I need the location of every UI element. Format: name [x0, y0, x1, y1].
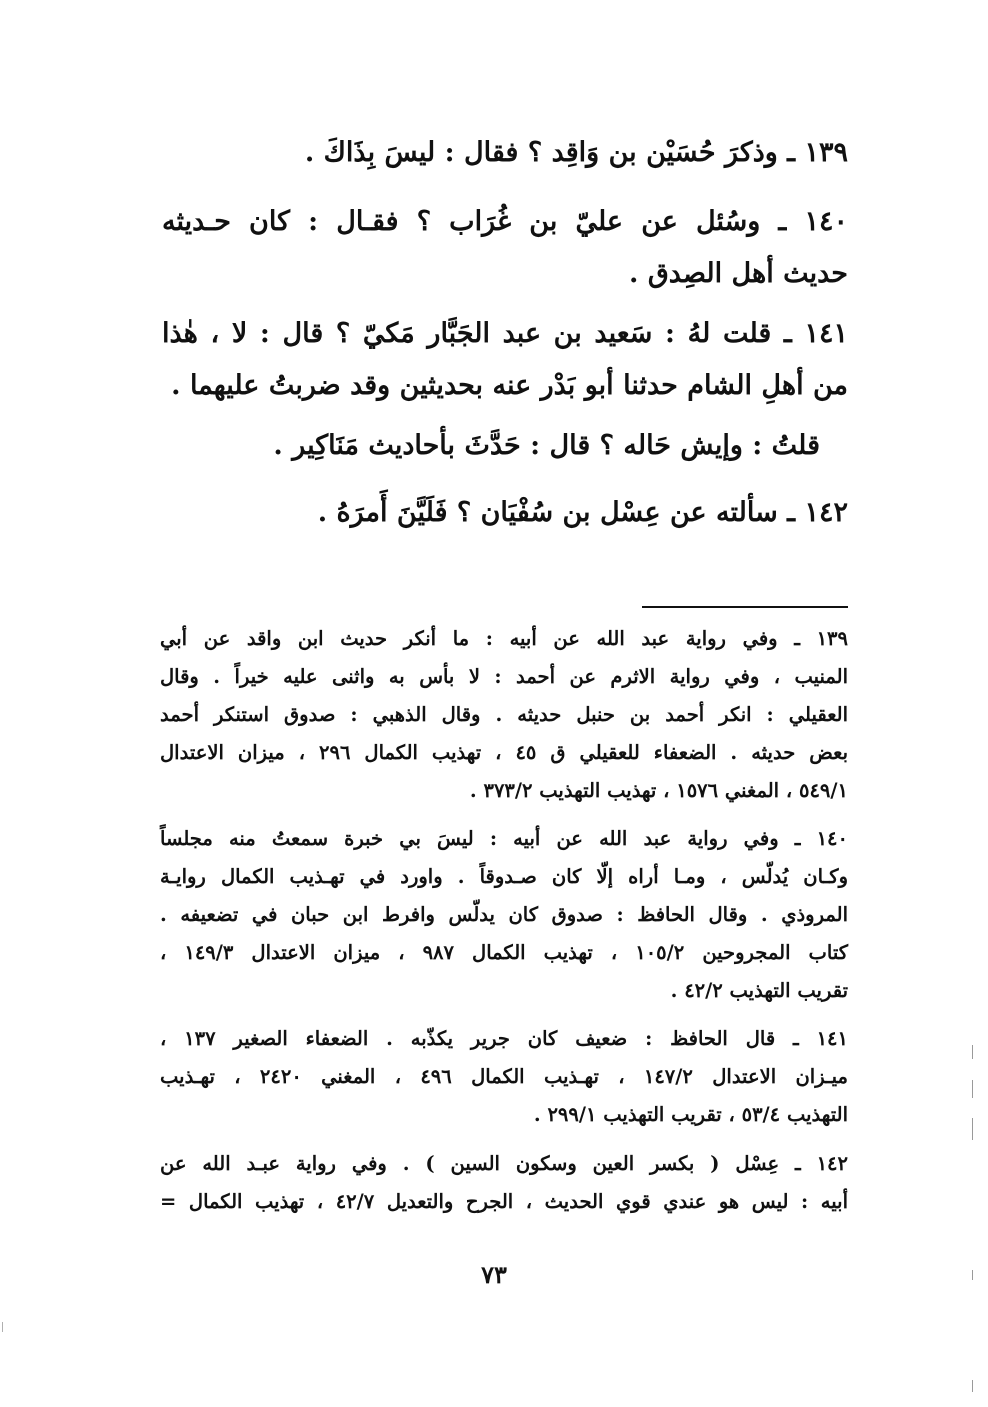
footnote-140-line-4: كتاب المجروحين ١٠٥/٢ ، تهذيب الكمال ٩٨٧ ، ميزان الاعتدال ١٤٩/٣ ،	[160, 941, 849, 964]
entry-141-line-1: ١٤١ ـ قلت لهُ : سَعيد بن عبد الجَبَّار مَكيّ ؟ قال : لا ، هٰذا	[162, 318, 848, 349]
entry-140-line-1: ١٤٠ ـ وسُئل عن عليّ بن غُرَاب ؟ فقـال : كان حـديثه	[162, 206, 848, 237]
entry-141-line-2: من أهلِ الشام حدثنا أبو بَدْر عنه بحديثين وقد ضربتُ عليهما .	[171, 370, 848, 401]
scan-mark	[972, 1080, 973, 1098]
footnote-139-line-5: ٥٤٩/١ ، المغني ١٥٧٦ ، تهذيب التهذيب ٣٧٣/٢ .	[469, 779, 848, 802]
page-number: ٧٣	[481, 1260, 507, 1289]
entry-142: ١٤٢ ـ سألته عن عِسْل بن سُفْيَان ؟ فَلَيَّنَ أَمرَهُ .	[317, 497, 848, 528]
footnote-139-line-2: المنيب ، وفي رواية الاثرم عن أحمد : لا بأس به واثنى عليه خيراً . وقال	[160, 665, 848, 688]
footnote-139-line-4: بعض حديثه . الضعفاء للعقيلي ق ٤٥ ، تهذيب الكمال ٢٩٦ ، ميزان الاعتدال	[160, 741, 848, 764]
scan-mark	[972, 1270, 973, 1280]
footnote-142-line-1: ١٤٢ ـ عِسْل ( بكسر العين وسكون السين ) . وفي رواية عبـد الله عن	[160, 1152, 848, 1175]
footnote-139-line-1: ١٣٩ ـ وفي رواية عبد الله عن أبيه : ما أنكر حديث ابن واقد عن أبي	[160, 627, 848, 650]
scan-mark	[972, 1045, 973, 1059]
footnote-140-line-1: ١٤٠ ـ وفي رواية عبد الله عن أبيه : ليسَ بي خبرة سمعتُ منه مجلساً	[160, 827, 848, 850]
footnote-separator	[642, 606, 848, 608]
footnote-140-line-2: وكـان يُدلّس ، ومـا أراه إلّا كان صـدوقاً . واورد في تهـذيب الكمال روايـة	[160, 865, 848, 888]
footnote-139-line-3: العقيلي : انكر أحمد بن حنبل حديثه . وقال الذهبي : صدوق استنكر أحمد	[160, 703, 848, 726]
footnote-141-line-3: التهذيب ٥٣/٤ ، تقريب التهذيب ٢٩٩/١ .	[533, 1103, 848, 1126]
entry-139: ١٣٩ ـ وذكرَ حُسَيْن بن وَاقِد ؟ فقال : ليسَ بِذَاكَ .	[304, 137, 848, 168]
footnote-140-line-3: المروذي . وقال الحافظ : صدوق كان يدلّس وافرط ابن حبان في تضعيفه .	[160, 903, 848, 926]
footnote-142-line-2: أبيه : ليس هو عندي قوي الحديث ، الجرح والتعديل ٤٢/٧ ، تهذيب الكمال =	[160, 1190, 848, 1213]
scan-mark	[972, 1118, 973, 1140]
entry-141-line-3: قلتُ : وإيش حَاله ؟ قال : حَدَّثَ بأحاديث مَنَاكِير .	[273, 430, 820, 461]
scan-mark	[972, 1380, 973, 1392]
footnote-140-line-5: تقريب التهذيب ٤٢/٢ .	[670, 979, 848, 1002]
scan-mark	[2, 1322, 3, 1332]
footnote-141-line-2: ميـزان الاعتدال ١٤٧/٢ ، تهـذيب الكمال ٤٩٦ ، المغني ٢٤٢٠ ، تهـذيب	[160, 1065, 848, 1088]
entry-140-line-2: حديث أهل الصِدق .	[629, 258, 848, 289]
footnote-141-line-1: ١٤١ ـ قال الحافظ : ضعيف كان جرير يكذّبه . الضعفاء الصغير ١٣٧ ،	[160, 1027, 848, 1050]
